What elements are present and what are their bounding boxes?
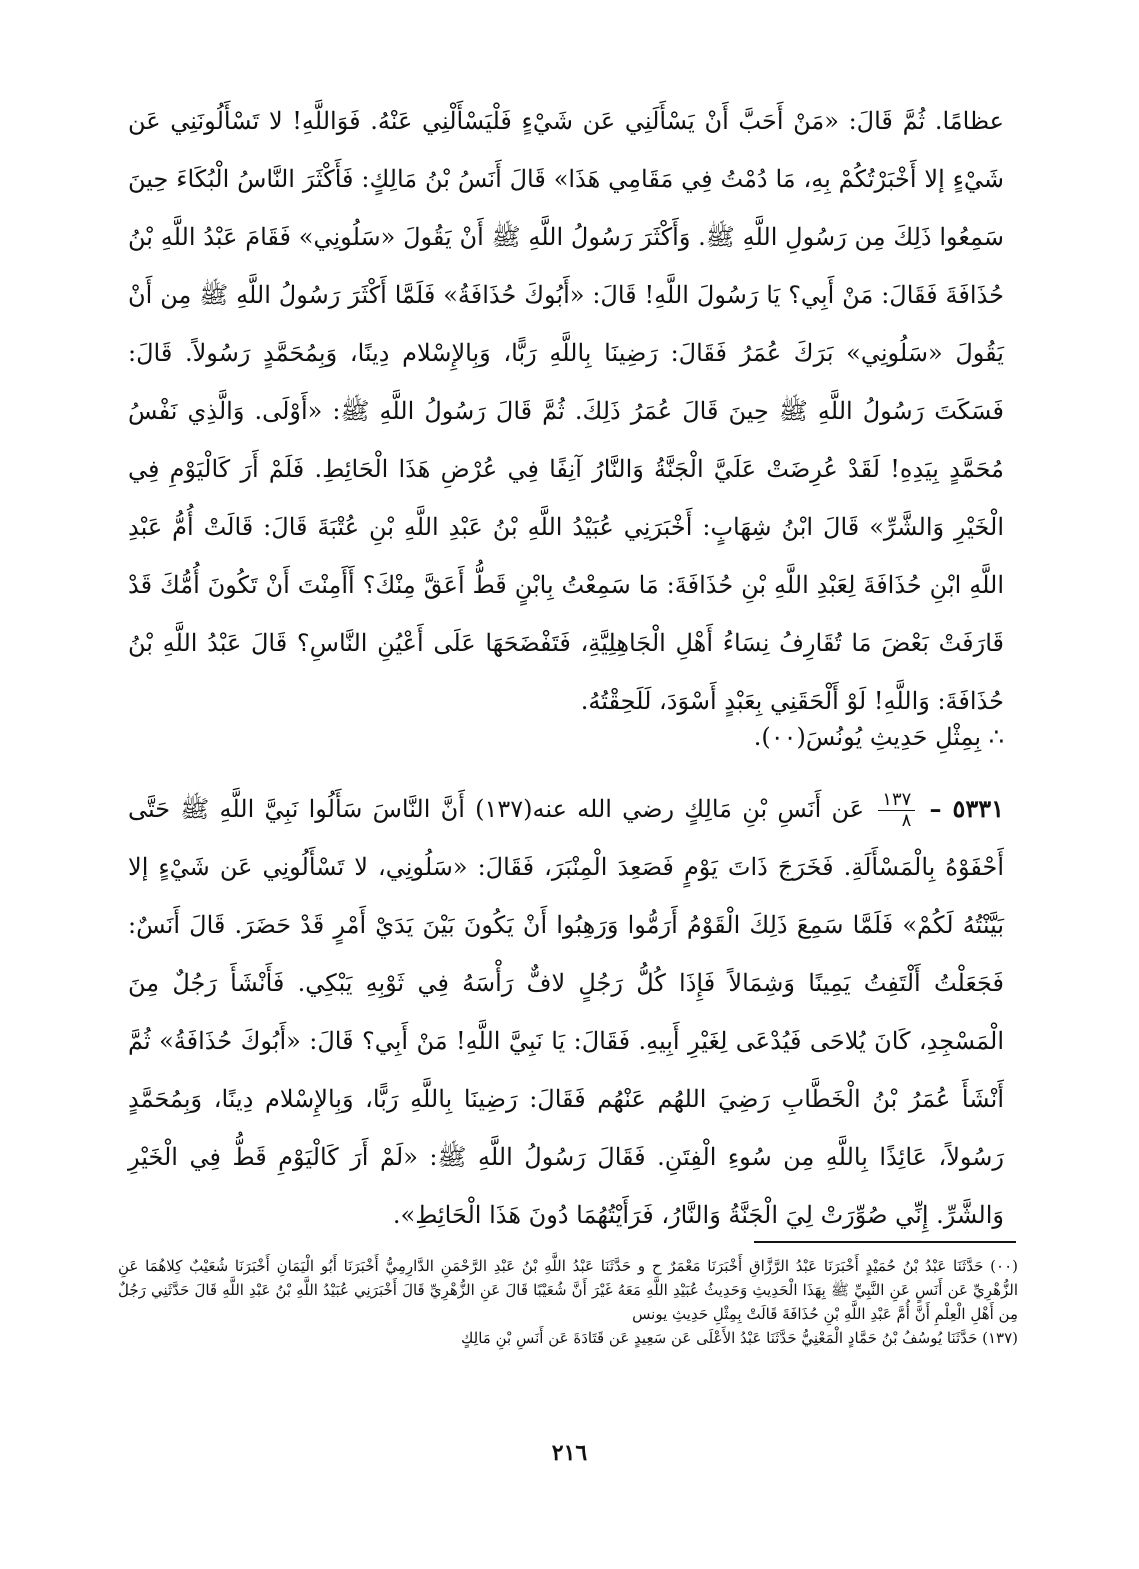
hadith-5331-paragraph bbox=[128, 780, 1004, 1244]
fraction-denominator: ٨ bbox=[901, 810, 912, 831]
hadith-fraction bbox=[878, 790, 915, 831]
hadith-continuation-paragraph: عظامًا. ثُمَّ قَالَ: «مَنْ أَحَبَّ أَنْ يَسْأَلَنِي عَن شَيْءٍ فَلْيَسْأَلْنِي عَنْهُ. فَوَاللَّهِ! لا تَسْأَلُونَنِي عَن شَيْءٍ إلا أَخْبَرْتُكُمْ بِهِ، مَا دُمْتُ فِي مَقَامِي هَذَا» قَالَ أَنَسُ بْنُ مَالِكٍ: فَأَكْثَرَ النَّاسُ الْبُكَاءَ حِينَ سَمِعُوا ذَلِكَ مِن رَسُولِ اللَّهِ ﷺ. وَأَكْثَرَ رَسُولُ اللَّهِ ﷺ أَنْ يَقُولَ «سَلُونِي» فَقَامَ عَبْدُ اللَّهِ بْنُ حُذَافَةَ فَقَالَ: مَنْ أَبِي؟ يَا رَسُولَ اللَّهِ! قَالَ: «أَبُوكَ حُذَافَةُ» فَلَمَّا أَكْثَرَ رَسُولُ اللَّهِ ﷺ مِن أَنْ يَقُولَ «سَلُونِي» بَرَكَ عُمَرُ فَقَالَ: رَضِينَا بِاللَّهِ رَبًّا، وَبِالإِسْلام دِينًا، وَبِمُحَمَّدٍ رَسُولاً. قَالَ: فَسَكَتَ رَسُولُ اللَّهِ ﷺ حِينَ قَالَ عُمَرُ ذَلِكَ. ثُمَّ قَالَ رَسُولُ اللَّهِ ﷺ: «أَوْلَى. وَالَّذِي نَفْسُ مُحَمَّدٍ بِيَدِهِ! لَقَدْ عُرِضَتْ عَلَيَّ الْجَنَّةُ وَالنَّارُ آنِفًا فِي عُرْضِ هَذَا الْحَائِطِ. فَلَمْ أَرَ كَالْيَوْمِ فِي الْخَيْرِ وَالشَّرِّ» قَالَ ابْنُ شِهَابٍ: أَخْبَرَنِي عُبَيْدُ اللَّهِ بْنُ عَبْدِ اللَّهِ بْنِ عُتْبَةَ قَالَ: قَالَتْ أُمُّ عَبْدِ اللَّهِ ابْنِ حُذَافَةَ لِعَبْدِ اللَّهِ بْنِ حُذَافَةَ: مَا سَمِعْتُ بِابْنٍ قَطُّ أَعَقَّ مِنْكَ؟ أَأَمِنْتَ أَنْ تَكُونَ أُمُّكَ قَدْ قَارَفَتْ بَعْضَ مَا تُقَارِفُ نِسَاءُ أَهْلِ الْجَاهِلِيَّةِ، فَتَفْضَحَهَا عَلَى أَعْيُنِ النَّاسِ؟ قَالَ عَبْدُ اللَّهِ بْنُ حُذَافَةَ: وَاللَّهِ! لَوْ أَلْحَقَنِي بِعَبْدٍ أَسْوَدَ، لَلَحِقْتُهُ. bbox=[128, 107, 1005, 715]
fraction-numerator: ١٣٧ bbox=[878, 790, 915, 811]
hadith-number: ٥٣٣١ – bbox=[929, 794, 1004, 823]
similar-narration-line: ∴ بِمِثْلِ حَدِيثِ يُونُسَ(٠٠). bbox=[753, 723, 1004, 751]
footnote-137: (١٣٧) حَدَّثَنَا يُوسُفُ بْنُ حَمَّادٍ الْمَعْنِيُّ حَدَّثَنَا عَبْدُ الأَعْلَى عَن سَعِيدٍ عَن قَتَادَةَ عَن أَنَسِ بْنِ مَالِكٍ bbox=[461, 1329, 1018, 1347]
hadith-5331-text: عَن أَنَسِ بْنِ مَالِكٍ رضي الله عنه(١٣٧) أَنَّ النَّاسَ سَأَلُوا نَبِيَّ اللَّهِ ﷺ حَتَّى أَحْفَوْهُ بِالْمَسْأَلَةِ. فَخَرَجَ ذَاتَ يَوْمٍ فَصَعِدَ الْمِنْبَرَ، فَقَالَ: «سَلُونِي، لا تَسْأَلُونِي عَن شَيْءٍ إلا بَيَّنْتُهُ لَكُمْ» فَلَمَّا سَمِعَ ذَلِكَ الْقَوْمُ أَرَمُّوا وَرَهِبُوا أَنْ يَكُونَ بَيْنَ يَدَيْ أَمْرٍ قَدْ حَضَرَ. قَالَ أَنَسٌ: فَجَعَلْتُ أَلْتَفِتُ يَمِينًا وَشِمَالاً فَإِذَا كُلُّ رَجُلٍ لافٌّ رَأْسَهُ فِي ثَوْبِهِ يَبْكِي. فَأَنْشَأَ رَجُلٌ مِنَ الْمَسْجِدِ، كَانَ يُلاحَى فَيُدْعَى لِغَيْرِ أَبِيهِ. فَقَالَ: يَا نَبِيَّ اللَّهِ! مَنْ أَبِي؟ قَالَ: «أَبُوكَ حُذَافَةُ» ثُمَّ أَنْشَأَ عُمَرُ بْنُ الْخَطَّابِ رَضِيَ اللهُم عَنْهُم فَقَالَ: رَضِينَا بِاللَّهِ رَبًّا، وَبِالإِسْلام دِينًا، وَبِمُحَمَّدٍ رَسُولاً، عَائِذًا بِاللَّهِ مِن سُوءِ الْفِتَنِ. فَقَالَ رَسُولُ اللَّهِ ﷺ: «لَمْ أَرَ كَالْيَوْمِ قَطُّ فِي الْخَيْرِ وَالشَّرِّ. إِنِّي صُوِّرَتْ لِيَ الْجَنَّةُ وَالنَّارُ، فَرَأَيْتُهُمَا دُونَ هَذَا الْحَائِطِ». bbox=[128, 795, 1004, 1229]
footnotes bbox=[118, 1254, 1018, 1350]
footnote-00: (٠٠) حَدَّثَنَا عَبْدُ بْنُ حُمَيْدٍ أَخْبَرَنَا عَبْدُ الرَّزَّاقِ أَخْبَرَنَا مَعْمَرٌ ح و حَدَّثَنَا عَبْدُ اللَّهِ بْنُ عَبْدِ الرَّحْمَنِ الدَّارِمِيُّ أَخْبَرَنَا أَبُو الْيَمَانِ أَخْبَرَنَا شُعَيْبٌ كِلاهُمَا عَنِ الزُّهْرِيِّ عَن أَنَسٍ عَنِ النَّبِيِّ ﷺ بِهَذَا الْحَدِيثِ وَحَدِيثُ عُبَيْدِ اللَّهِ مَعَهُ غَيْرَ أَنَّ شُعَيْبًا قَالَ عَنِ الزُّهْرِيِّ قَالَ أَخْبَرَنِي عُبَيْدُ اللَّهِ بْنُ عَبْدِ اللَّهِ قَالَ حَدَّثَنِي رَجُلٌ مِن أَهْلِ الْعِلْمِ أَنَّ أُمَّ عَبْدِ اللَّهِ بْنِ حُذَافَةَ قَالَتْ بِمِثْلِ حَدِيثِ يونس bbox=[118, 1257, 1018, 1323]
footnote-divider bbox=[754, 1241, 1016, 1243]
page-number: ٢١٦ bbox=[551, 1440, 588, 1466]
